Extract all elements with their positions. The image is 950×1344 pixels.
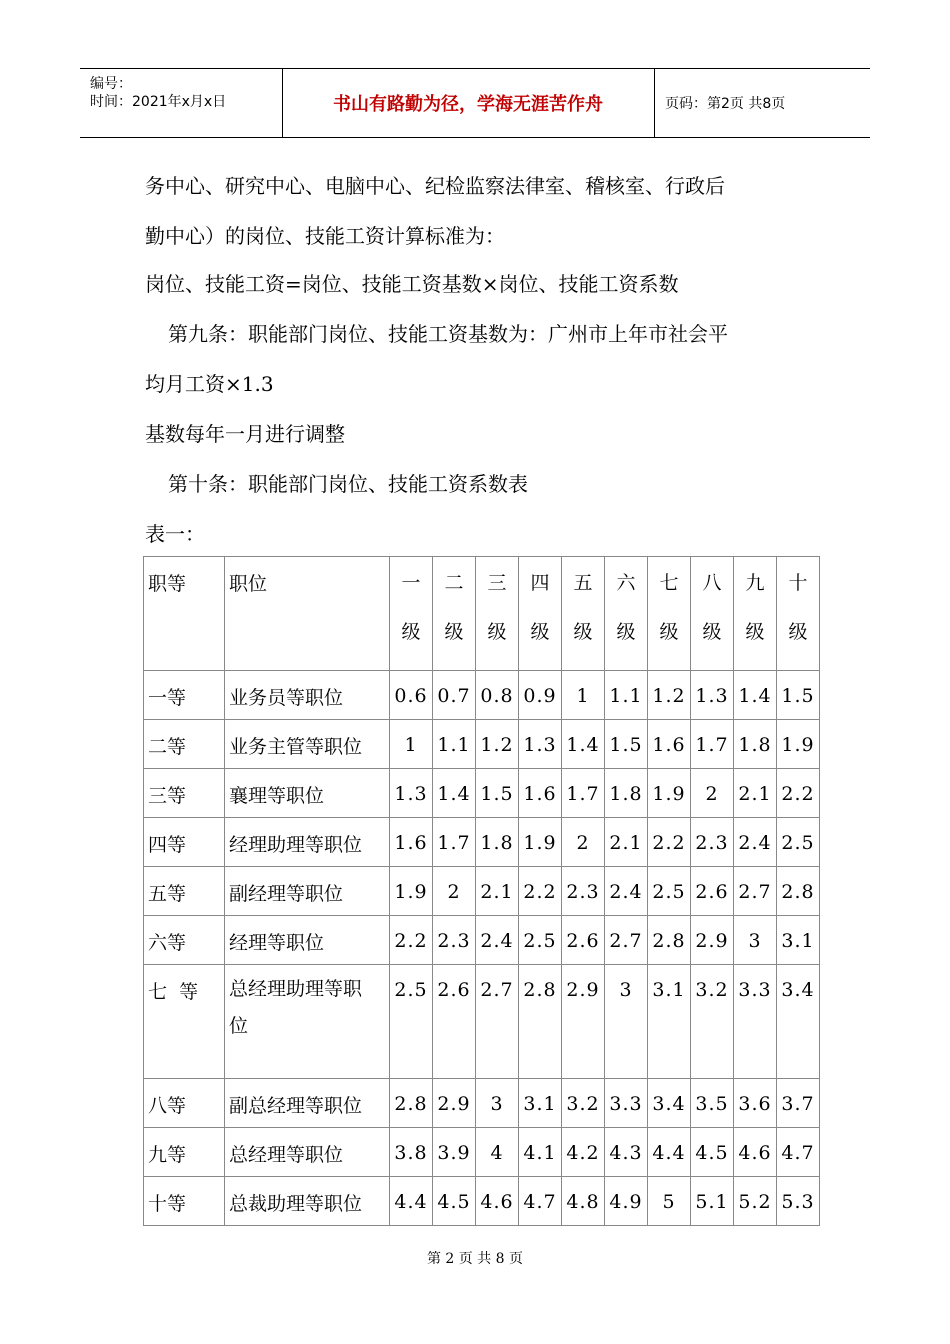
coefficient-cell: 5.3 <box>777 1177 820 1226</box>
position-cell: 总裁助理等职位 <box>225 1177 390 1226</box>
coefficient-cell: 2.3 <box>691 818 734 867</box>
grade-cell: 九等 <box>144 1128 225 1177</box>
coefficient-cell: 2.8 <box>519 965 562 1079</box>
coefficient-cell: 1.5 <box>605 720 648 769</box>
coefficient-cell: 1.5 <box>476 769 519 818</box>
coefficient-cell: 4.6 <box>476 1177 519 1226</box>
coefficient-cell: 2.5 <box>390 965 433 1079</box>
coefficient-cell: 4.6 <box>734 1128 777 1177</box>
table-row <box>144 867 820 916</box>
coefficient-cell: 1.7 <box>691 720 734 769</box>
header-level <box>648 557 691 671</box>
header-level-char: 五 <box>573 572 593 594</box>
header-level-char: 级 <box>616 621 636 643</box>
header-level <box>734 557 777 671</box>
coefficient-table <box>143 556 820 1226</box>
header-level-char: 级 <box>401 621 421 643</box>
paragraph-line: 勤中心）的岗位、技能工资计算标准为： <box>145 224 505 248</box>
coefficient-cell: 2 <box>691 769 734 818</box>
table-row <box>144 818 820 867</box>
coefficient-cell: 2.1 <box>605 818 648 867</box>
grade-cell: 六等 <box>144 916 225 965</box>
page-footer: 第 2 页 共 8 页 <box>426 1251 524 1267</box>
position-cell: 业务主管等职位 <box>225 720 390 769</box>
coefficient-cell: 2.4 <box>476 916 519 965</box>
coefficient-cell: 2.9 <box>691 916 734 965</box>
header-level-char: 九 <box>745 572 765 594</box>
coefficient-cell: 2.2 <box>648 818 691 867</box>
coefficient-cell: 1.7 <box>562 769 605 818</box>
header-level <box>777 557 820 671</box>
header-level-char: 级 <box>659 621 679 643</box>
article-nine: 第九条：职能部门岗位、技能工资基数为：广州市上年市社会平 <box>168 322 728 346</box>
document-time-label: 时间：2021年x月x日 <box>90 94 227 110</box>
coefficient-cell: 0.8 <box>476 671 519 720</box>
coefficient-cell: 5.2 <box>734 1177 777 1226</box>
table-row <box>144 965 820 1079</box>
coefficient-cell: 2.2 <box>390 916 433 965</box>
grade-cell: 一等 <box>144 671 225 720</box>
coefficient-cell: 3.5 <box>691 1079 734 1128</box>
grade-cell: 八等 <box>144 1079 225 1128</box>
coefficient-cell: 3.2 <box>562 1079 605 1128</box>
coefficient-cell: 4.4 <box>390 1177 433 1226</box>
coefficient-cell: 1.9 <box>390 867 433 916</box>
coefficient-cell: 1.4 <box>734 671 777 720</box>
header-level-char: 八 <box>702 572 722 594</box>
table-row <box>144 1177 820 1226</box>
coefficient-cell: 1.6 <box>648 720 691 769</box>
coefficient-cell: 1.1 <box>605 671 648 720</box>
article-ten: 第十条：职能部门岗位、技能工资系数表 <box>168 472 528 496</box>
coefficient-cell: 3.1 <box>648 965 691 1079</box>
coefficient-cell: 4 <box>476 1128 519 1177</box>
coefficient-cell: 2.5 <box>777 818 820 867</box>
grade-cell: 十等 <box>144 1177 225 1226</box>
table-row <box>144 671 820 720</box>
coefficient-cell: 3.2 <box>691 965 734 1079</box>
coefficient-cell: 2.9 <box>433 1079 476 1128</box>
header-level-char: 级 <box>444 621 464 643</box>
header-level-char: 一 <box>401 572 421 594</box>
position-cell: 业务员等职位 <box>225 671 390 720</box>
coefficient-cell: 4.5 <box>433 1177 476 1226</box>
coefficient-cell: 2.2 <box>519 867 562 916</box>
coefficient-cell: 1.6 <box>519 769 562 818</box>
grade-cell: 四等 <box>144 818 225 867</box>
coefficient-cell: 2.7 <box>476 965 519 1079</box>
coefficient-cell: 2.5 <box>519 916 562 965</box>
page-header <box>80 68 870 138</box>
header-motto: 书山有路勤为径，学海无涯苦作舟 <box>282 69 655 137</box>
coefficient-cell: 5.1 <box>691 1177 734 1226</box>
coefficient-cell: 4.8 <box>562 1177 605 1226</box>
coefficient-cell: 1.7 <box>433 818 476 867</box>
header-page-info: 页码：第2页 共8页 <box>665 96 786 112</box>
coefficient-cell: 2.7 <box>734 867 777 916</box>
header-level <box>390 557 433 671</box>
table-header-row <box>144 557 820 671</box>
coefficient-cell: 3.1 <box>519 1079 562 1128</box>
header-level-char: 级 <box>573 621 593 643</box>
coefficient-cell: 2.6 <box>433 965 476 1079</box>
coefficient-cell: 2.3 <box>562 867 605 916</box>
coefficient-cell: 1.3 <box>519 720 562 769</box>
coefficient-cell: 3.3 <box>605 1079 648 1128</box>
coefficient-cell: 1 <box>390 720 433 769</box>
header-level-char: 二 <box>444 572 464 594</box>
coefficient-cell: 1.5 <box>777 671 820 720</box>
header-level-char: 级 <box>788 621 808 643</box>
coefficient-cell: 2.4 <box>605 867 648 916</box>
grade-cell: 三等 <box>144 769 225 818</box>
coefficient-cell: 2 <box>562 818 605 867</box>
coefficient-cell: 1.4 <box>562 720 605 769</box>
grade-cell: 二等 <box>144 720 225 769</box>
coefficient-cell: 1.8 <box>605 769 648 818</box>
header-position: 职位 <box>225 557 390 671</box>
paragraph-line: 务中心、研究中心、电脑中心、纪检监察法律室、稽核室、行政后 <box>145 174 725 198</box>
coefficient-cell: 3.9 <box>433 1128 476 1177</box>
coefficient-cell: 3.1 <box>777 916 820 965</box>
coefficient-cell: 0.7 <box>433 671 476 720</box>
header-level-char: 七 <box>659 572 679 594</box>
table-caption: 表一： <box>145 522 205 546</box>
position-cell: 经理助理等职位 <box>225 818 390 867</box>
coefficient-cell: 2.7 <box>605 916 648 965</box>
coefficient-cell: 4.7 <box>519 1177 562 1226</box>
coefficient-cell: 2.6 <box>562 916 605 965</box>
header-level-char: 十 <box>788 572 808 594</box>
coefficient-cell: 1.2 <box>648 671 691 720</box>
coefficient-cell: 3 <box>605 965 648 1079</box>
paragraph-line: 均月工资×1.3 <box>145 372 274 396</box>
formula-line: 岗位、技能工资=岗位、技能工资基数×岗位、技能工资系数 <box>145 272 679 296</box>
table-row <box>144 720 820 769</box>
coefficient-cell: 2.1 <box>734 769 777 818</box>
document-number-label: 编号： <box>90 76 132 92</box>
coefficient-cell: 1.3 <box>390 769 433 818</box>
coefficient-cell: 0.6 <box>390 671 433 720</box>
position-cell: 总经理等职位 <box>225 1128 390 1177</box>
coefficient-cell: 4.1 <box>519 1128 562 1177</box>
coefficient-cell: 1.9 <box>519 818 562 867</box>
coefficient-cell: 2.4 <box>734 818 777 867</box>
table-row <box>144 916 820 965</box>
coefficient-cell: 1.6 <box>390 818 433 867</box>
header-level-char: 四 <box>530 572 550 594</box>
header-level <box>433 557 476 671</box>
coefficient-cell: 5 <box>648 1177 691 1226</box>
coefficient-cell: 2.6 <box>691 867 734 916</box>
coefficient-cell: 4.4 <box>648 1128 691 1177</box>
coefficient-cell: 3.4 <box>648 1079 691 1128</box>
coefficient-cell: 2.1 <box>476 867 519 916</box>
header-level <box>476 557 519 671</box>
table-row <box>144 1079 820 1128</box>
header-meta <box>80 69 283 137</box>
header-level-char: 级 <box>530 621 550 643</box>
position-cell <box>225 965 390 1079</box>
coefficient-cell: 1.8 <box>476 818 519 867</box>
coefficient-cell: 3 <box>476 1079 519 1128</box>
grade-cell: 五等 <box>144 867 225 916</box>
header-level-char: 级 <box>745 621 765 643</box>
position-cell: 副总经理等职位 <box>225 1079 390 1128</box>
header-level <box>519 557 562 671</box>
coefficient-cell: 1 <box>562 671 605 720</box>
coefficient-cell: 4.9 <box>605 1177 648 1226</box>
coefficient-cell: 3.6 <box>734 1079 777 1128</box>
position-cell: 经理等职位 <box>225 916 390 965</box>
header-level-char: 三 <box>487 572 507 594</box>
coefficient-cell: 3.3 <box>734 965 777 1079</box>
header-level-char: 级 <box>702 621 722 643</box>
table-row <box>144 769 820 818</box>
coefficient-cell: 2.5 <box>648 867 691 916</box>
coefficient-cell: 3.8 <box>390 1128 433 1177</box>
header-level-char: 六 <box>616 572 636 594</box>
coefficient-cell: 1.9 <box>777 720 820 769</box>
header-grade: 职等 <box>144 557 225 671</box>
position-line: 总经理助理等职 <box>229 978 363 1000</box>
coefficient-cell: 2.3 <box>433 916 476 965</box>
coefficient-cell: 3.4 <box>777 965 820 1079</box>
coefficient-cell: 2.2 <box>777 769 820 818</box>
table-row <box>144 1128 820 1177</box>
header-level <box>691 557 734 671</box>
paragraph-line: 基数每年一月进行调整 <box>145 422 345 446</box>
position-line: 位 <box>229 1015 249 1037</box>
coefficient-cell: 3.7 <box>777 1079 820 1128</box>
header-level-char: 级 <box>487 621 507 643</box>
position-cell: 副经理等职位 <box>225 867 390 916</box>
header-level <box>605 557 648 671</box>
coefficient-cell: 2 <box>433 867 476 916</box>
coefficient-cell: 3 <box>734 916 777 965</box>
coefficient-cell: 2.8 <box>777 867 820 916</box>
coefficient-cell: 2.8 <box>390 1079 433 1128</box>
coefficient-cell: 1.4 <box>433 769 476 818</box>
coefficient-cell: 4.3 <box>605 1128 648 1177</box>
coefficient-cell: 4.7 <box>777 1128 820 1177</box>
coefficient-cell: 1.2 <box>476 720 519 769</box>
coefficient-cell: 0.9 <box>519 671 562 720</box>
position-cell: 襄理等职位 <box>225 769 390 818</box>
coefficient-cell: 2.8 <box>648 916 691 965</box>
coefficient-cell: 1.9 <box>648 769 691 818</box>
coefficient-cell: 4.5 <box>691 1128 734 1177</box>
coefficient-cell: 1.1 <box>433 720 476 769</box>
coefficient-cell: 4.2 <box>562 1128 605 1177</box>
grade-cell: 七 等 <box>144 965 225 1079</box>
header-level <box>562 557 605 671</box>
coefficient-cell: 1.3 <box>691 671 734 720</box>
coefficient-cell: 2.9 <box>562 965 605 1079</box>
coefficient-cell: 1.8 <box>734 720 777 769</box>
